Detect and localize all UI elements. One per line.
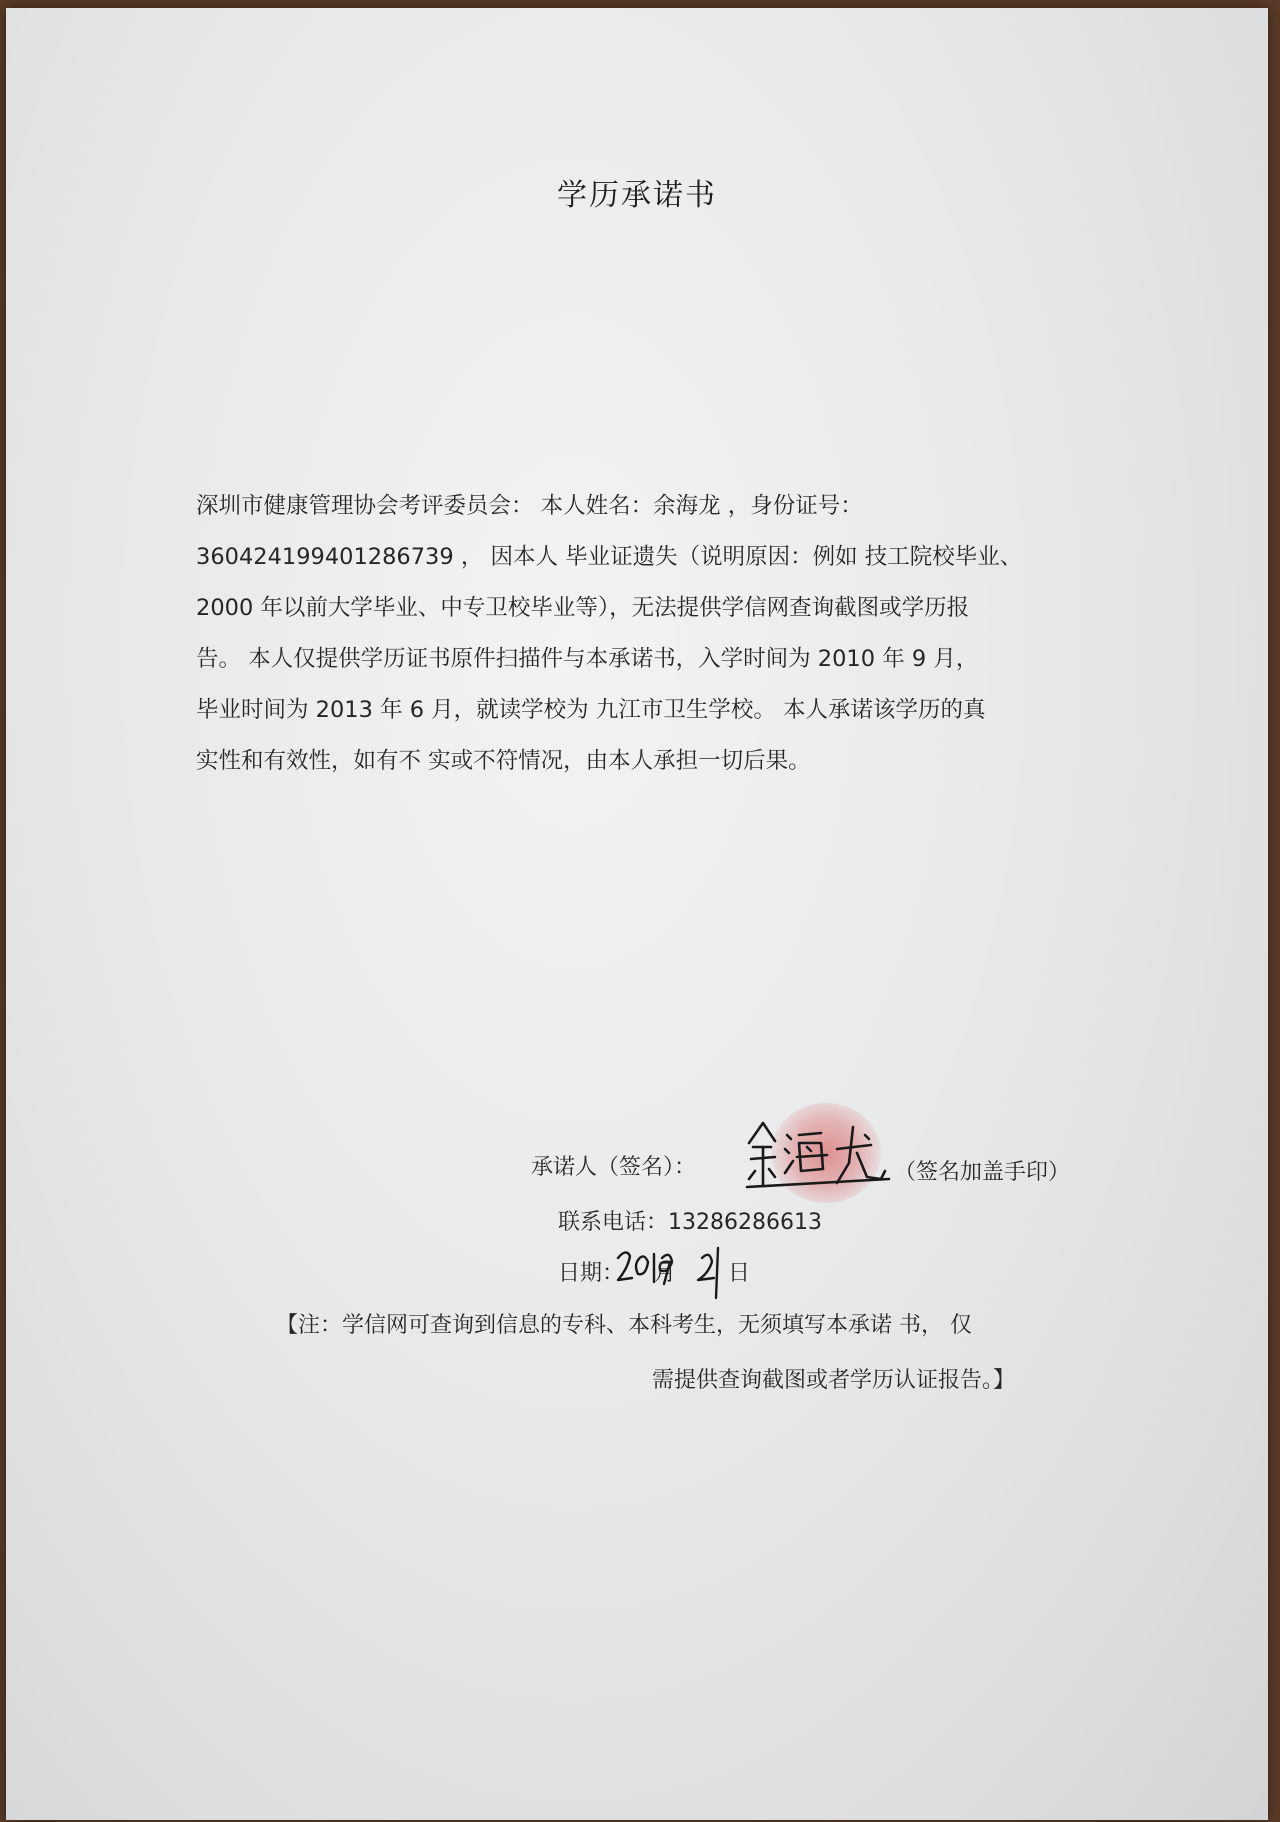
body-line: 2000 年以前大学毕业、中专卫校毕业等），无法提供学信网查询截图或学历报 xyxy=(196,595,970,621)
signatory-label: 承诺人（签名）： xyxy=(531,1155,697,1180)
phone-label: 联系电话： xyxy=(558,1210,669,1235)
note-line-1: 【注：学信网可查询到信息的专科、本科考生，无须填写本承诺 书， 仅 xyxy=(276,1313,972,1338)
date-day-label: 日 xyxy=(728,1261,751,1286)
handwritten-date xyxy=(614,1240,744,1300)
handwritten-signature xyxy=(741,1113,891,1193)
signature-note: （签名加盖手印） xyxy=(894,1160,1071,1185)
document-title: 学历承诺书 xyxy=(557,178,717,213)
document-paper xyxy=(6,8,1268,1820)
body-line: 360424199401286739 ， 因本人 毕业证遗失（说明原因：例如 技工院校毕业、 xyxy=(196,544,1023,570)
phone-number: 13286286613 xyxy=(668,1210,822,1235)
body-line: 毕业时间为 2013 年 6 月，就读学校为 九江市卫生学校。 本人承诺该学历的真 xyxy=(196,697,986,723)
date-label: 日期： xyxy=(558,1261,625,1286)
document-body xyxy=(196,481,1096,787)
note-line-2: 需提供查询截图或者学历认证报告。】 xyxy=(652,1368,1016,1393)
body-line: 告。 本人仅提供学历证书原件扫描件与本承诺书，入学时间为 2010 年 9 月， xyxy=(196,646,979,672)
date-month-label: 月 xyxy=(654,1261,677,1286)
body-line: 实性和有效性，如有不 实或不符情况，由本人承担一切后果。 xyxy=(196,748,811,774)
body-line: 深圳市健康管理协会考评委员会： 本人姓名：余海龙 ，身份证号： xyxy=(196,493,863,519)
